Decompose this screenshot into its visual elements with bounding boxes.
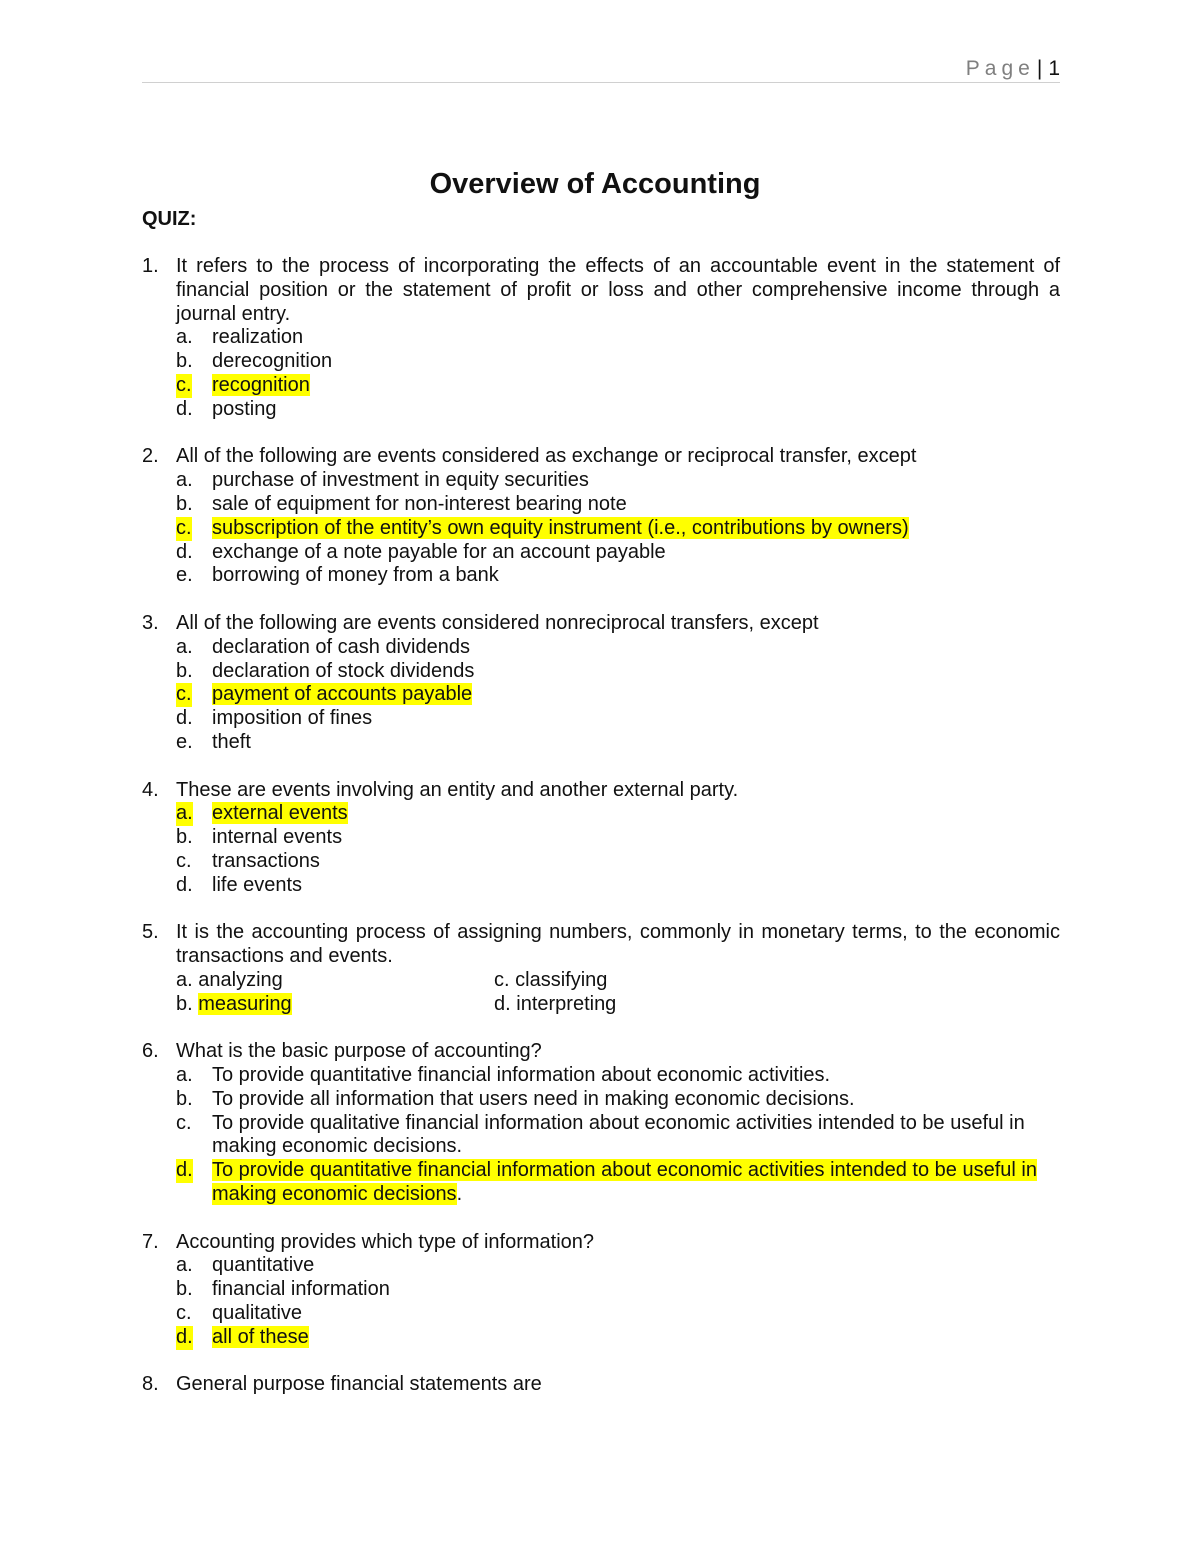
option-letter: a. [176, 1254, 193, 1277]
option-letter: e. [176, 564, 193, 587]
option-text: To provide quantitative financial information about economic activities. [212, 1064, 831, 1087]
answer-option [176, 374, 1060, 398]
answer-option [176, 826, 1060, 850]
option-letter: d. [176, 873, 193, 896]
option-text: exchange of a note payable for an account payable [212, 540, 666, 563]
option-row [176, 969, 1060, 993]
option-text: purchase of investment in equity securities [212, 469, 589, 492]
option-text: theft [212, 730, 251, 753]
question-text: General purpose financial statements are [176, 1373, 542, 1396]
page-header [142, 56, 1060, 83]
correct-answer-text: external events [212, 802, 348, 825]
question-text: What is the basic purpose of accounting? [176, 1040, 542, 1063]
option-letter: c. [176, 849, 192, 872]
answer-option [176, 1112, 1060, 1160]
question-7 [142, 1231, 1060, 1350]
answer-option [176, 1254, 1060, 1278]
question-text: All of the following are events considered nonreciprocal transfers, except [176, 611, 819, 634]
question-text: These are events involving an entity and another external party. [176, 778, 739, 801]
question-5 [142, 921, 1060, 1016]
answer-option [176, 993, 494, 1017]
answer-option [176, 350, 1060, 374]
option-text: sale of equipment for non-interest bearing note [212, 492, 627, 515]
option-letter: c. [176, 1302, 192, 1325]
question-number: 2. [142, 445, 159, 468]
answer-option [176, 1088, 1060, 1112]
question-number: 3. [142, 611, 159, 634]
option-text: internal events [212, 826, 343, 849]
option-text: quantitative [212, 1254, 315, 1277]
question-6 [142, 1040, 1060, 1207]
answer-option [176, 660, 1060, 684]
question-number: 1. [142, 255, 159, 277]
option-text: To provide all information that users need in making economic decisions. [212, 1087, 855, 1110]
question-number: 7. [142, 1230, 159, 1253]
answer-option [176, 326, 1060, 350]
question-number: 5. [142, 921, 159, 944]
option-text: derecognition [212, 350, 333, 373]
answer-option [176, 802, 1060, 826]
answer-option [176, 1278, 1060, 1302]
option-letter: b. [176, 992, 199, 1015]
answer-option [176, 564, 1060, 588]
option-row [176, 993, 1060, 1017]
question-text: It is the accounting process of assigning numbers, commonly in monetary terms, to the economic transactions and events. [176, 921, 1060, 968]
correct-answer-text: subscription of the entity’s own equity instrument (i.e., contributions by owners) [212, 516, 909, 539]
option-text: interpreting [516, 992, 617, 1015]
page-separator: | [1036, 57, 1043, 80]
option-letter: b. [176, 1278, 193, 1301]
option-text: classifying [515, 968, 608, 991]
answer-option [176, 493, 1060, 517]
answer-option [176, 1302, 1060, 1326]
answer-option [494, 993, 812, 1017]
option-text: realization [212, 326, 304, 349]
page-number-label [966, 56, 1060, 82]
option-letter: a. [176, 635, 193, 658]
option-suffix: . [456, 1183, 463, 1206]
option-letter: a. [176, 469, 193, 492]
question-number: 8. [142, 1373, 159, 1396]
answer-option [176, 1326, 1060, 1350]
answer-option [176, 1159, 1060, 1207]
option-letter: c. [176, 1111, 192, 1134]
correct-answer-text: payment of accounts payable [212, 683, 473, 706]
question-text: Accounting provides which type of information? [176, 1230, 595, 1253]
answer-option [176, 874, 1060, 898]
answer-option [176, 517, 1060, 541]
option-letter: e. [176, 730, 193, 753]
option-letter: c. [494, 968, 516, 991]
option-letter: d. [176, 1325, 193, 1348]
answer-option [176, 707, 1060, 731]
option-letter: b. [176, 826, 193, 849]
option-letter: a. [176, 326, 193, 349]
option-text: analyzing [198, 968, 283, 991]
option-text: transactions [212, 849, 320, 872]
question-number: 6. [142, 1040, 159, 1063]
question-text: It refers to the process of incorporating the effects of an accountable event in the statement of financial position or the statement of profit or loss and other comprehensive income through a journal entry. [176, 255, 1060, 325]
page-number: 1 [1048, 57, 1060, 80]
answer-option [176, 636, 1060, 660]
option-letter: b. [176, 350, 193, 373]
question-text: All of the following are events considered as exchange or reciprocal transfer, except [176, 445, 917, 468]
option-letter: c. [176, 683, 192, 706]
quiz-label: QUIZ: [142, 208, 197, 230]
question-number: 4. [142, 778, 159, 801]
option-text: To provide qualitative financial information about economic activities intended to be useful in making economic decisions. [212, 1111, 1025, 1158]
option-letter: a. [176, 1064, 193, 1087]
answer-option [176, 969, 494, 993]
answer-option [176, 398, 1060, 422]
option-text: qualitative [212, 1302, 303, 1325]
option-text: borrowing of money from a bank [212, 564, 499, 587]
answer-option [176, 541, 1060, 565]
option-letter: a. [176, 802, 193, 825]
option-text: posting [212, 397, 277, 420]
option-letter: d. [494, 992, 517, 1015]
correct-answer-text: To provide quantitative financial information about economic activities intended to be useful in making economic decisions [212, 1159, 1037, 1206]
option-text: life events [212, 873, 303, 896]
answer-option [494, 969, 812, 993]
option-text: declaration of stock dividends [212, 659, 475, 682]
option-letter: d. [176, 540, 193, 563]
question-3 [142, 612, 1060, 755]
option-letter: b. [176, 1087, 193, 1110]
answer-option [176, 850, 1060, 874]
option-letter: a. [176, 968, 199, 991]
correct-answer-text: all of these [212, 1325, 309, 1348]
answer-option [176, 731, 1060, 755]
answer-option [176, 683, 1060, 707]
quiz-content [142, 255, 1060, 1421]
correct-answer-text: recognition [212, 373, 310, 396]
question-8 [142, 1373, 1060, 1397]
option-letter: b. [176, 492, 193, 515]
page-label: Page [965, 57, 1035, 80]
option-letter: c. [176, 516, 192, 539]
option-text: financial information [212, 1278, 390, 1301]
option-letter: d. [176, 397, 193, 420]
option-text: imposition of fines [212, 707, 373, 730]
question-1 [142, 255, 1060, 422]
option-text: declaration of cash dividends [212, 635, 470, 658]
question-2 [142, 445, 1060, 588]
option-letter: d. [176, 707, 193, 730]
option-letter: b. [176, 659, 193, 682]
question-4 [142, 779, 1060, 898]
document-title: Overview of Accounting [429, 168, 761, 200]
correct-answer-text: measuring [198, 992, 292, 1015]
option-letter: d. [176, 1159, 193, 1182]
answer-option [176, 469, 1060, 493]
answer-option [176, 1064, 1060, 1088]
option-letter: c. [176, 373, 192, 396]
